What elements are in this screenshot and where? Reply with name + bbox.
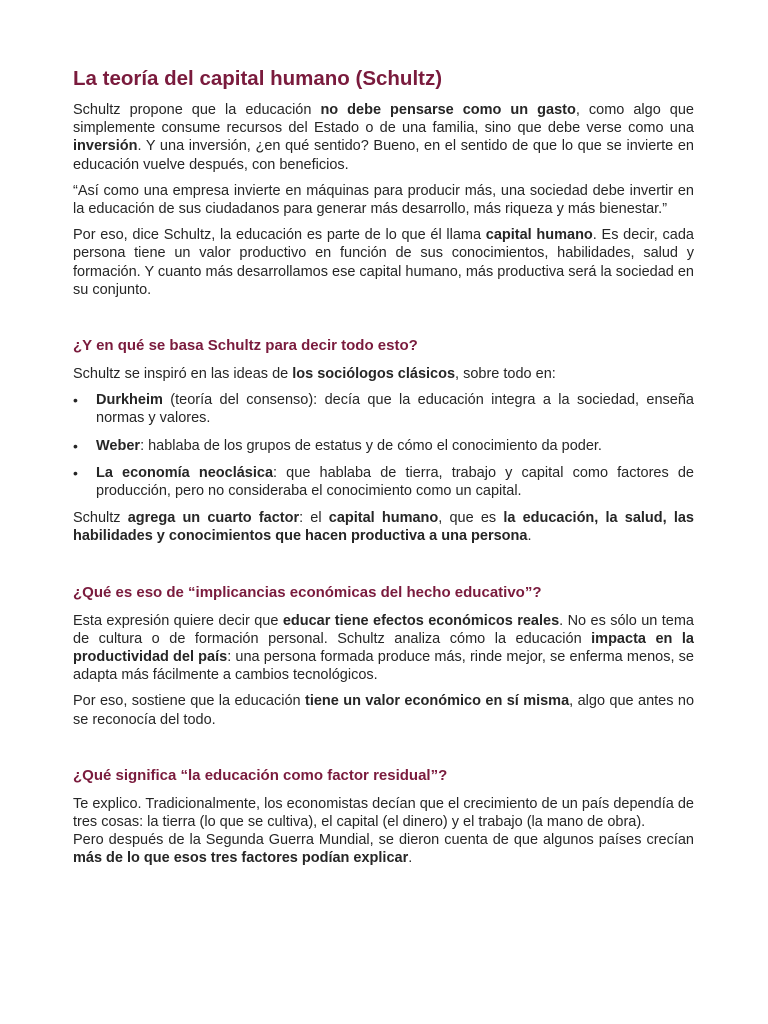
text-run: Schultz [73,510,128,527]
text-run: . Es decir, cada persona tiene un valor productivo en función de sus conocimientos, habilidades, salud y formación. Y cuanto más desarrollamos ese capital humano, más productiva será la sociedad en su conjunto. [73,227,694,298]
list-item [73,437,694,455]
bold-text: Weber [96,437,141,454]
quote-paragraph: “Así como una empresa invierte en máquinas para producir más, una sociedad debe invertir en la educación de sus ciudadanos para generar más desarrollo, más riqueza y más bienestar.” [73,182,694,218]
text-run: Por eso, dice Schultz, la educación es parte de lo que él llama [73,227,486,244]
text-run: : que hablaba de tierra, trabajo y capital como factores de producción, pero no consideraba el conocimiento como un capital. [96,464,694,500]
text-run: , sobre todo en: [455,366,556,383]
bold-text: capital humano [328,510,439,527]
implicancias-paragraph [73,612,694,685]
section-heading-bases: ¿Y en qué se basa Schultz para decir todo esto? [73,337,418,355]
list-item [73,464,694,500]
bold-text: educar tiene efectos económicos reales [282,612,560,629]
bold-text: inversión [73,138,138,155]
text-run: Esta expresión quiere decir que [73,612,283,629]
bold-text: no debe pensarse como un gasto [320,102,576,118]
text-run: , como algo que simplemente consume recursos del Estado o de una familia, sino que debe verse como una [73,102,694,137]
text-run: Por eso, sostiene que la educación [73,693,305,710]
section-heading-residual: ¿Qué significa “la educación como factor residual”? [73,766,448,784]
list-item [73,391,694,427]
bold-text: Durkheim [96,392,163,409]
bold-text: la educación, la salud, las habilidades y conocimientos que hacen productiva a una persona [73,510,694,545]
text-run: : hablaba de los grupos de estatus y de cómo el conocimiento da poder. [140,437,602,454]
page-title: La teoría del capital humano (Schultz) [73,67,443,90]
text-run: Pero después de la Segunda Guerra Mundial, se dieron cuenta de que algunos países crecían [73,832,694,849]
bold-text: capital humano [485,227,593,244]
bold-text: agrega un cuarto factor [127,510,300,527]
text-run: , que es [438,510,504,527]
section-lead [73,365,694,383]
text-run: . Y una inversión, ¿en qué sentido? Bueno, en el sentido de que lo que se invierte en educación vuelve después, con beneficios. [73,138,694,173]
residual-paragraph: Te explico. Tradicionalmente, los economistas decían que el crecimiento de un país dependía de tres cosas: la tierra (lo que se cultiva), el capital (el dinero) y el trabajo (la mano de obra). [73,795,694,831]
text-run: (teoría del consenso): decía que la educación integra a la sociedad, enseña normas y valores. [96,392,694,427]
bold-text: La economía neoclásica [96,464,274,481]
valor-economico-paragraph [73,692,694,728]
intro-paragraph [73,101,694,174]
bold-text: más de lo que esos tres factores podían explicar [73,850,409,867]
bold-text: los sociólogos clásicos [292,366,456,383]
posguerra-paragraph [73,831,694,867]
text-run: Schultz se inspiró en las ideas de [73,366,293,383]
text-run: Schultz propone que la educación [73,102,321,118]
bold-text: tiene un valor económico en sí misma [305,693,570,710]
text-run: . [408,850,413,867]
text-run: : el [299,510,329,527]
bold-text: impacta en la productividad del país [73,630,694,666]
text-run: . [527,528,532,545]
text-run: : una persona formada produce más, rinde mejor, se enferma menos, se adapta más fácilmente a cambios tecnológicos. [73,649,694,684]
influences-list [73,391,694,500]
text-run: , algo que antes no se reconocía del todo. [73,693,695,728]
cuarto-factor-paragraph [73,509,694,545]
text-run: . No es sólo un tema de cultura o de formación personal. Schultz analiza cómo la educación [73,612,694,647]
section-heading-implicancias: ¿Qué es eso de “implicancias económicas del hecho educativo”? [73,583,542,601]
capital-humano-paragraph [73,226,694,299]
